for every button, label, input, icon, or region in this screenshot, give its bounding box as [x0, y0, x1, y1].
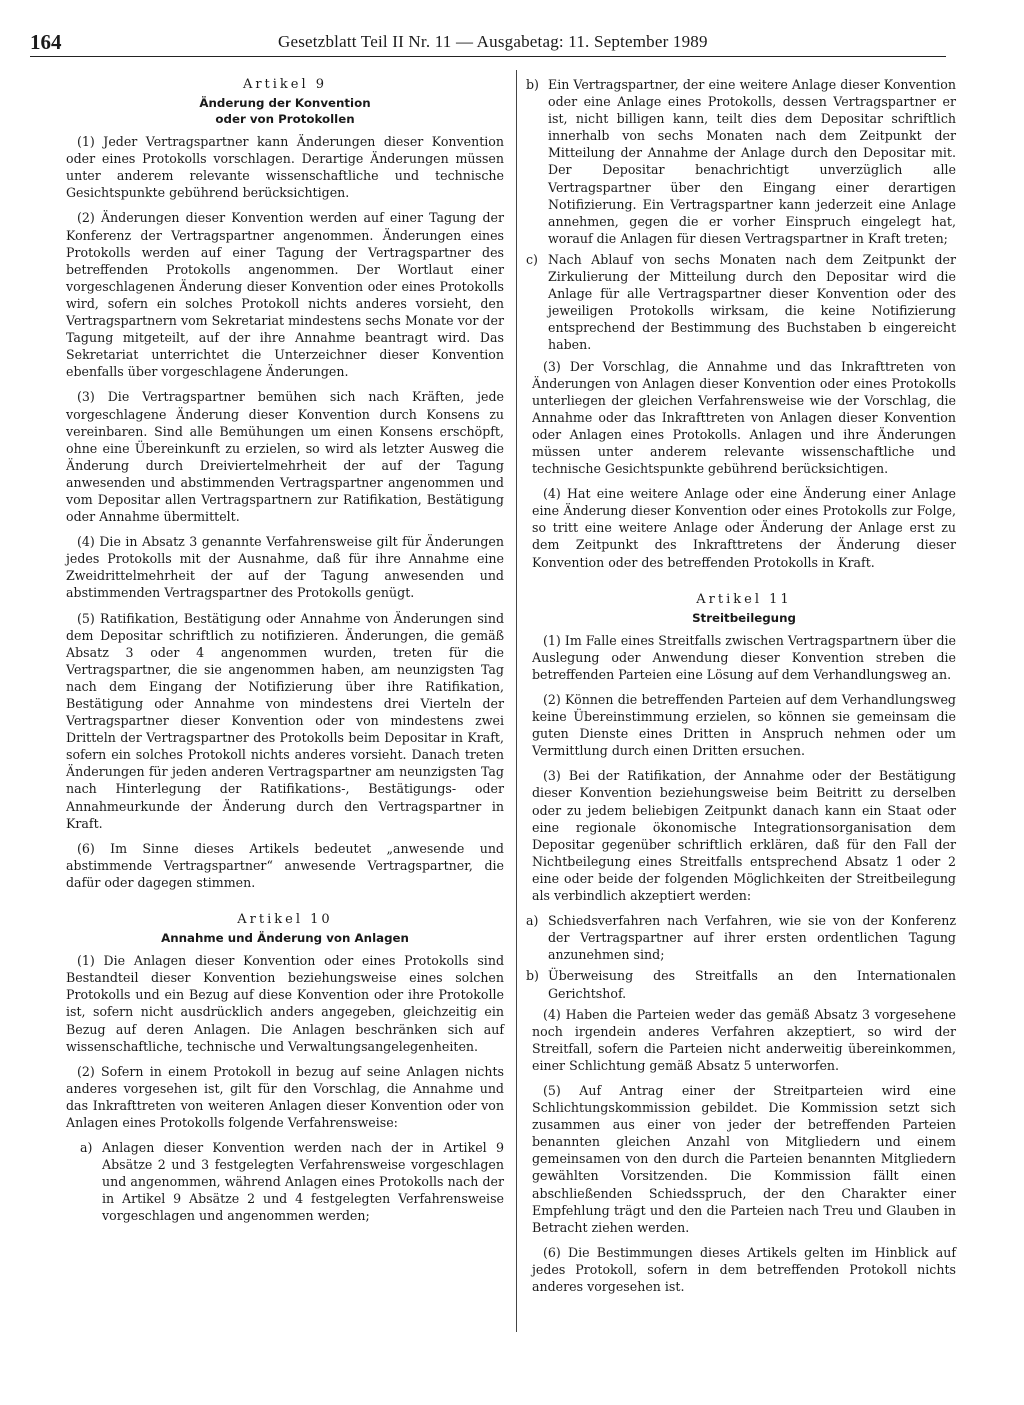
article-10-title: Artikel 10 [237, 912, 333, 928]
article-11-paragraph-5: (5) Auf Antrag einer der Streitparteien wird eine Schlichtungskommission gebildet. Die Kommission setzt sich zusammen aus einer von jeder der betreffenden Parteien benannten gleichen Anzahl von Mitgliedern und einem gemeinsamen von den durch die Parteien benannten Mitgliedern gewählten Vorsitzenden. Die Kommission fällt einen abschließenden Schiedsspruch, der den Charakter einer Empfehlung trägt und den die Parteien nach Treu und Glauben in Betracht ziehen werden. [532, 1082, 956, 1235]
item-text: Nach Ablauf von sechs Monaten nach dem Zeitpunkt der Zirkulierung der Mitteilung durch den Depositar wird die Anlage für alle Vertragspartner dieser Konvention oder des jeweiligen Protokolls wirksam, die keine Notifizierung entsprechend der Bestimmung des Buchstaben b eingereicht haben. [548, 251, 956, 353]
article-11-item-a [526, 912, 956, 963]
item-letter: c) [526, 251, 538, 267]
article-10-item-a [80, 1139, 504, 1224]
article-11-paragraph-6: (6) Die Bestimmungen dieses Artikels gelten im Hinblick auf jedes Protokoll, sofern in dem betreffenden Protokoll nichts anderes vorgesehen ist. [532, 1244, 956, 1294]
article-9-paragraph-6: (6) Im Sinne dieses Artikels bedeutet „anwesende und abstimmende Vertragspartner“ anwesende Vertragspartner, die dafür oder dagegen stimmen. [66, 840, 504, 890]
article-9-subtitle-line-2: oder von Protokollen [215, 112, 355, 127]
article-11-subtitle: Streitbeilegung [692, 610, 796, 625]
article-9-paragraph-5: (5) Ratifikation, Bestätigung oder Annahme von Änderungen sind dem Depositar schriftlich zu notifizieren. Änderungen, die gemäß Absatz 3 oder 4 angenommen wurden, treten für die Vertragspartner, die sie angenommen haben, am neunzigsten Tag nach dem Eingang der Notifizierung über ihre Ratifikation, Bestätigung oder Annahme von mindestens drei Vierteln der Vertragspartner dieser Konvention oder von mindestens zwei Dritteln der Vertragspartner des Protokolls beim Depositar in Kraft, sofern ein solches Protokoll nichts anderes vorsieht. Danach treten Änderungen für jeden anderen Vertragspartner am neunzigsten Tag nach Hinterlegung der Ratifikations-, Bestätigungs- oder Annahmeurkunde der Änderung durch den Vertragspartner in Kraft. [66, 610, 504, 831]
page-header [30, 30, 946, 57]
article-10-subtitle: Annahme und Änderung von Anlagen [161, 931, 409, 946]
item-text: Überweisung des Streitfalls an den Internationalen Gerichtshof. [548, 968, 956, 1001]
article-10-paragraph-4: (4) Hat eine weitere Anlage oder eine Änderung einer Anlage eine Änderung dieser Konvention oder eines Protokolls zur Folge, so tritt eine weitere Anlage oder Änderung der Anlage erst zu dem Zeitpunkt des Inkrafttretens der Änderung dieser Konvention oder des betreffenden Protokolls in Kraft. [532, 486, 956, 570]
right-column [526, 76, 956, 1303]
article-10-paragraph-2: (2) Sofern in einem Protokoll in bezug auf seine Anlagen nichts anderes vorgesehen ist, gilt für den Vorschlag, die Annahme und das Inkrafttreten von weiteren Anlagen dieser Konvention oder von Anlagen eines Protokolls folgende Verfahrensweise: [66, 1063, 504, 1130]
article-9-subtitle-line-1: Änderung der Konvention [199, 96, 371, 111]
article-10-paragraph-1: (1) Die Anlagen dieser Konvention oder eines Protokolls sind Bestandteil dieser Konvention beziehungsweise eines solchen Protokolls und ein Bezug auf diese Konvention oder ihre Protokolle ist, sofern nicht ausdrücklich anders angegeben, gleichzeitig ein Bezug auf deren Anlagen. Die Anlagen beschränken sich auf wissenschaftliche, technische und Verwaltungsangelegenheiten. [66, 953, 504, 1054]
page-number: 164 [30, 30, 62, 54]
article-11 [526, 591, 956, 1295]
article-9-paragraph-2: (2) Änderungen dieser Konvention werden auf einer Tagung der Konferenz der Vertragspartner angenommen. Änderungen eines Protokolls werden auf einer Tagung der Vertragspartner des betreffenden Protokolls angenommen. Der Wortlaut einer vorgeschlagenen Änderung dieser Konvention oder eines Protokolls wird, sofern ein solches Protokoll nichts anderes vorsieht, den Vertragspartnern vom Sekretariat mindestens sechs Monate vor der Tagung mitgeteilt, auf der ihre Annahme beantragt wird. Das Sekretariat unterrichtet die Unterzeichner dieser Konvention ebenfalls über vorgeschlagene Änderungen. [66, 210, 504, 380]
article-9-title: Artikel 9 [242, 77, 328, 92]
item-letter: b) [526, 968, 539, 984]
article-10-paragraph-3: (3) Der Vorschlag, die Annahme und das Inkrafttreten von Änderungen von Anlagen dieser Konvention oder eines Protokolls unterliegen der gleichen Verfahrensweise wie der Vorschlag, die Annahme oder das Inkrafttreten von Anlagen dieser Konvention oder Anlagen eines Protokolls. Anlagen und ihre Änderungen müssen unter anderem relevante wissenschaftliche und technische Gesichtspunkte gebührend berücksichtigen. [532, 358, 956, 477]
item-text: Anlagen dieser Konvention werden nach der in Artikel 9 Absätze 2 und 3 festgelegten Verfahrensweise vorgeschlagen und angenommen, während Anlagen eines Protokolls nach der in Artikel 9 Absätze 2 und 4 festgelegten Verfahrensweise vorgeschlagen und angenommen werden; [102, 1140, 504, 1224]
article-11-paragraph-4: (4) Haben die Parteien weder das gemäß Absatz 3 vorgesehene noch irgendein anderes Verfahren akzeptiert, so wird der Streitfall, sofern die Parteien nicht anderweitig übereinkommen, einer Schlichtung gemäß Absatz 5 unterworfen. [532, 1006, 956, 1073]
article-11-item-b [526, 967, 956, 1001]
item-text: Schiedsverfahren nach Verfahren, wie sie von der Konferenz der Vertragspartner auf ihrer ersten ordentlichen Tagung anzunehmen sind; [548, 913, 956, 963]
article-11-paragraph-1: (1) Im Falle eines Streitfalls zwischen Vertragspartnern über die Auslegung oder Anwendung dieser Konvention streben die betreffenden Parteien eine Lösung auf dem Verhandlungsweg an. [532, 632, 956, 682]
article-10-item-c [526, 251, 956, 354]
article-9-paragraph-1: (1) Jeder Vertragspartner kann Änderungen dieser Konvention oder eines Protokolls vorschlagen. Derartige Änderungen müssen unter anderem relevante wissenschaftliche und technische Gesichtspunkte gebührend berücksichtigen. [66, 134, 504, 201]
item-letter: a) [526, 913, 539, 929]
item-text: Ein Vertragspartner, der eine weitere Anlage dieser Konvention oder eine Anlage eines Protokolls, dessen Vertragspartner er ist, nicht billigen kann, teilt dies dem Depositar schriftlich innerhalb von sechs Monaten nach dem Zeitpunkt der Mitteilung der Annahme der Anlage durch den Depositar mit. Der Depositar benachrichtigt unverzüglich alle Vertragspartner über den Eingang einer derartigen Notifizierung. Ein Vertragspartner kann jederzeit eine Anlage annehmen, gegen die er vorher Einspruch eingelegt hat, worauf die Anlagen für diesen Vertragspartner in Kraft treten; [548, 77, 956, 246]
column-divider [516, 70, 517, 1332]
article-11-title: Artikel 11 [696, 591, 792, 607]
article-9-paragraph-4: (4) Die in Absatz 3 genannte Verfahrensweise gilt für Änderungen jedes Protokolls mit der Ausnahme, daß für ihre Annahme eine Zweidrittelmehrheit der auf der Tagung anwesenden und abstimmenden Vertragspartner des Protokolls genügt. [66, 534, 504, 601]
item-letter: a) [80, 1140, 93, 1156]
item-letter: b) [526, 77, 539, 92]
article-10-item-b [526, 76, 956, 247]
article-9-paragraph-3: (3) Die Vertragspartner bemühen sich nach Kräften, jede vorgeschlagene Änderung dieser Konvention durch Konsens zu vereinbaren. Sind alle Bemühungen um einen Konsens erschöpft, ohne eine Übereinkunft zu erzielen, so wird als letzter Ausweg die Änderung durch Dreiviertelmehrheit der auf der Tagung anwesenden und abstimmenden Vertragspartner angenommen und vom Depositar allen Vertragspartnern zur Ratifikation, Bestätigung oder Annahme übermittelt. [66, 389, 504, 525]
left-column [66, 76, 504, 1229]
running-head: Gesetzblatt Teil II Nr. 11 — Ausgabetag: 11. September 1989 [278, 32, 708, 51]
article-11-paragraph-3: (3) Bei der Ratifikation, der Annahme oder der Bestätigung dieser Konvention beziehungsweise beim Beitritt zu derselben oder zu jedem beliebigen Zeitpunkt danach kann ein Staat oder eine regionale ökonomische Integrationsorganisation dem Depositar gegenüber schriftlich erklären, daß für den Fall der Nichtbeilegung eines Streitfalls entsprechend Absatz 1 oder 2 eine oder beide der folgenden Möglichkeiten der Streitbeilegung als verbindlich akzeptiert werden: [532, 768, 956, 904]
article-11-paragraph-2: (2) Können die betreffenden Parteien auf dem Verhandlungsweg keine Übereinstimmung erzielen, so können sie gemeinsam die guten Dienste eines Dritten in Anspruch nehmen oder um Vermittlung durch einen Dritten ersuchen. [532, 692, 956, 759]
article-9-subtitle [66, 95, 504, 127]
article-10 [66, 911, 504, 1225]
